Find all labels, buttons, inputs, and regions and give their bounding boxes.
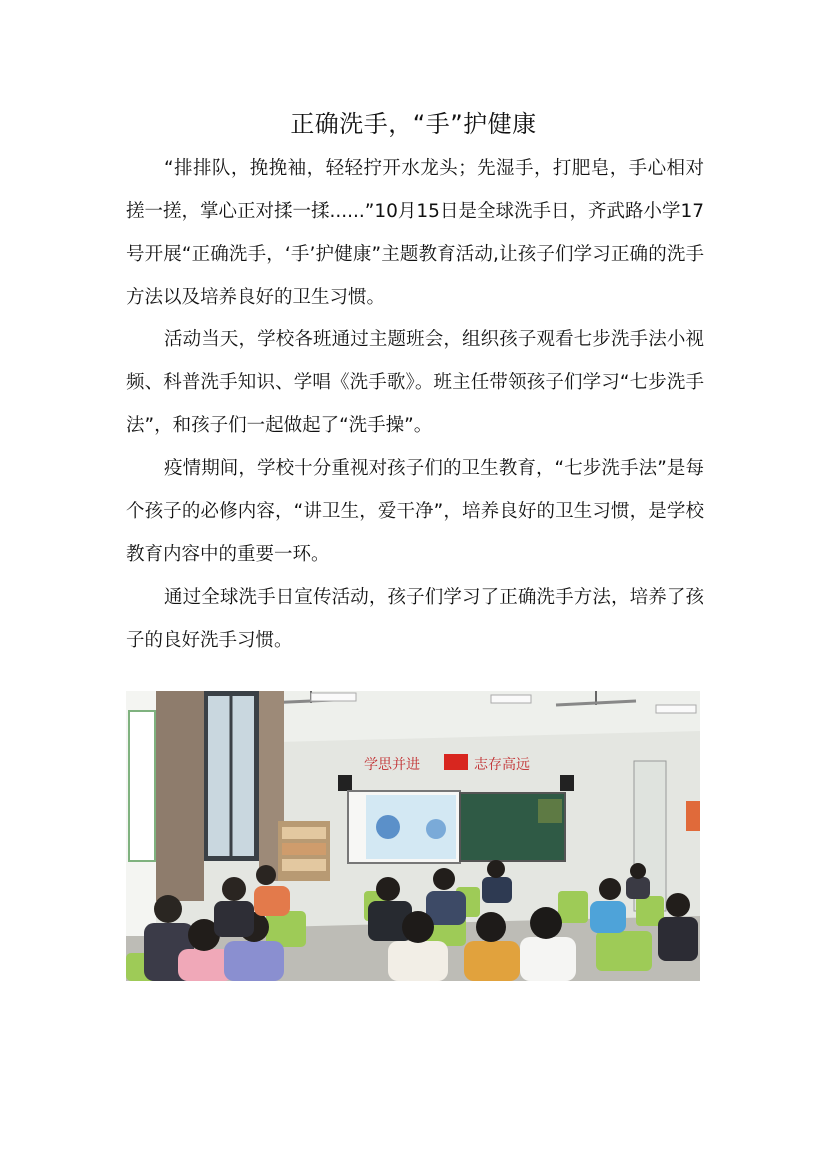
paragraph-3: 疫情期间，学校十分重视对孩子们的卫生教育，“七步洗手法”是每个孩子的必修内容，“讲卫生，爱干净”，培养良好的卫生习惯，是学校教育内容中的重要一环。 xyxy=(126,458,704,565)
paragraph-2: 活动当天，学校各班通过主题班会，组织孩子观看七步洗手法小视频、科普洗手知识、学唱《洗手歌》。班主任带领孩子们学习“七步洗手法”，和孩子们一起做起了“洗手操”。 xyxy=(126,329,704,436)
article-title: 正确洗手，“手”护健康 xyxy=(290,110,537,138)
paragraph-1: “排排队，挽挽袖，轻轻拧开水龙头；先湿手，打肥皂，手心相对搓一搓，掌心正对揉一揉......”10月15日是全球洗手日，齐武路小学17号开展“正确洗手，‘手’护健康”主题教育活动,让孩子们学习正确的洗手方法以及培养良好的卫生习惯。 xyxy=(126,158,704,308)
classroom-photo-illustration xyxy=(126,691,700,981)
classroom-photo xyxy=(126,691,700,981)
banner-left-text: 学思并进 xyxy=(364,757,420,773)
banner-right-text: 志存高远 xyxy=(474,757,530,773)
paragraph-4: 通过全球洗手日宣传活动，孩子们学习了正确洗手方法，培养了孩子的良好洗手习惯。 xyxy=(126,587,704,651)
flag-icon xyxy=(444,754,468,770)
